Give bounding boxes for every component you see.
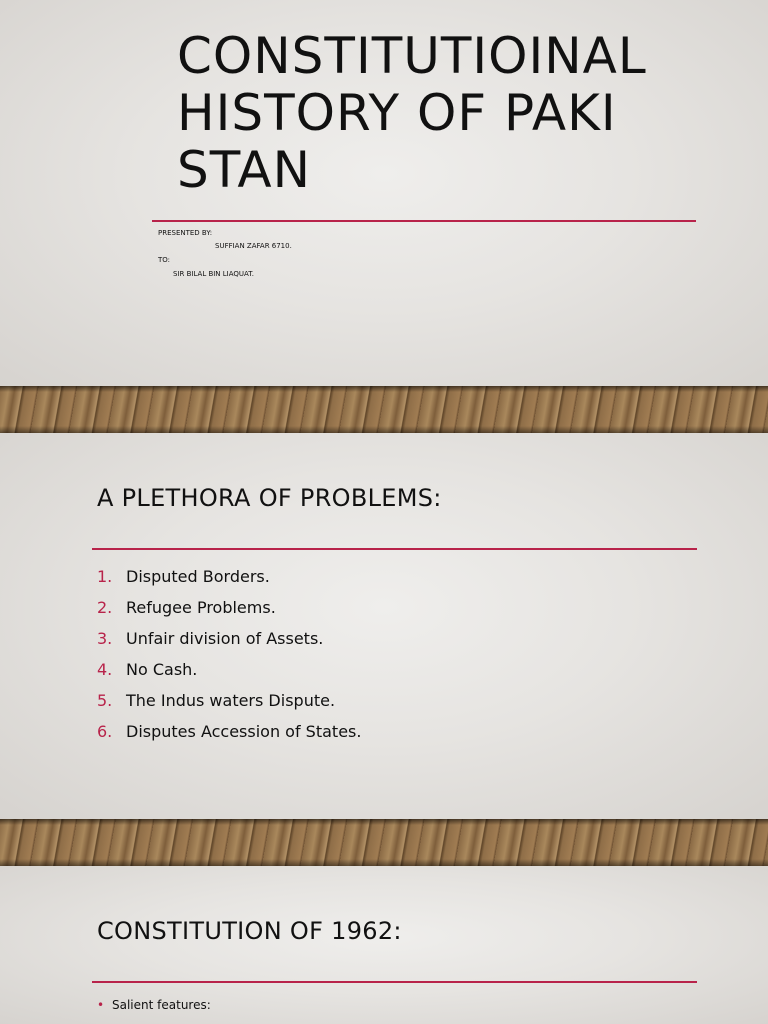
list-number: 1. [97,567,113,586]
list-item-text: The Indus waters Dispute. [126,691,336,710]
list-item [97,998,211,1012]
problems-list [97,563,361,749]
presenter-name: SUFFIAN ZAFAR 6710. [215,242,292,250]
title-divider [92,548,697,550]
title-divider [152,220,696,222]
list-number: 3. [97,629,113,648]
list-number: 4. [97,660,113,679]
list-item-text: Disputes Accession of States. [126,722,362,741]
recipient-name: SIR BILAL BIN LIAQUAT. [173,270,254,278]
list-item [97,718,361,749]
list-item [97,656,361,687]
list-number: 5. [97,691,113,710]
list-number: 2. [97,598,113,617]
bullet-icon: • [97,998,105,1012]
wood-floor-strip [0,386,768,433]
list-item [97,594,361,625]
list-item-text: Salient features: [112,998,211,1012]
list-item-text: Unfair division of Assets. [126,629,324,648]
presented-by-label: PRESENTED BY: [158,229,213,237]
list-item-text: No Cash. [126,660,198,679]
to-label: TO: [158,256,171,264]
title-slide [0,0,768,386]
problems-slide [0,433,768,819]
list-item [97,625,361,656]
title-divider [92,981,697,983]
list-item [97,687,361,718]
list-item [97,563,361,594]
list-item-text: Disputed Borders. [126,567,270,586]
presentation-title: CONSTITUTIOINAL HISTORY OF PAKISTAN [177,27,647,199]
list-item-text: Refugee Problems. [126,598,276,617]
slide-title: A PLETHORA OF PROBLEMS: [97,484,442,512]
wood-floor-strip [0,819,768,866]
constitution-slide [0,866,768,1024]
slide-title: CONSTITUTION OF 1962: [97,917,402,945]
list-number: 6. [97,722,113,741]
